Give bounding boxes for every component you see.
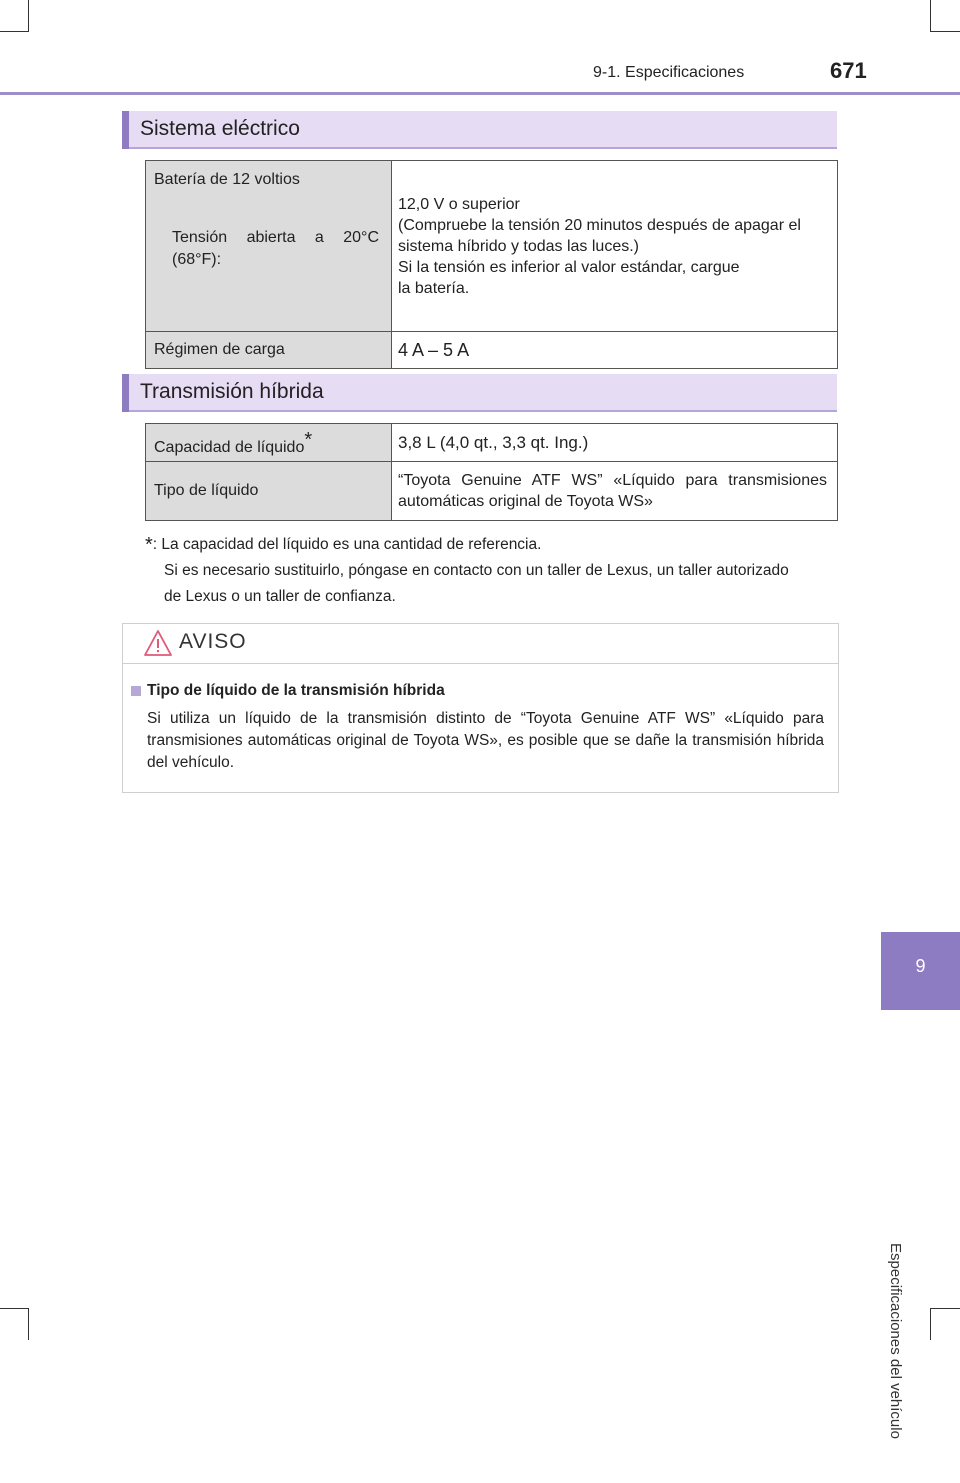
section-band-electrical <box>122 111 837 149</box>
section-band-hybrid <box>122 374 837 412</box>
footnote-marker: * <box>304 428 313 451</box>
hybrid-spec-table <box>145 423 838 521</box>
fluid-value-line: “Toyota Genuine ATF WS” «Líquido para transmisiones <box>398 472 827 489</box>
section-title-electrical: Sistema eléctrico <box>140 117 300 140</box>
crop-mark <box>931 31 960 32</box>
battery-label-cell <box>146 161 392 332</box>
warning-header <box>123 624 838 664</box>
charge-label: Régimen de carga <box>146 332 392 369</box>
table-row <box>146 424 838 462</box>
warning-title: AVISO <box>179 630 247 653</box>
voltage-label-unit: (68°F): <box>172 251 222 268</box>
footnote-line: : La capacidad del líquido es una cantidad de referencia. <box>152 536 542 553</box>
section-band-marker <box>122 374 129 412</box>
crop-mark <box>0 31 28 32</box>
voltage-value-line: Si la tensión es inferior al valor estándar, cargue <box>398 258 740 276</box>
table-row <box>146 462 838 521</box>
capacity-label-cell <box>146 424 392 462</box>
bullet-square-icon <box>131 686 141 696</box>
footnote <box>145 532 789 610</box>
electrical-spec-table <box>145 160 838 369</box>
warning-box <box>122 623 839 793</box>
page-number: 671 <box>830 58 867 83</box>
battery-label: Batería de 12 voltios <box>154 171 300 188</box>
crop-mark <box>931 1308 960 1309</box>
section-heading: 9-1. Especificaciones <box>593 64 745 81</box>
voltage-label: Tensión abierta a 20°C <box>172 229 379 246</box>
table-row <box>146 332 838 369</box>
footnote-line: de Lexus o un taller de confianza. <box>164 588 396 605</box>
chapter-number: 9 <box>915 956 926 976</box>
warning-subtitle: Tipo de líquido de la transmisión híbrida <box>147 682 445 699</box>
footnote-marker: * <box>145 534 153 556</box>
crop-mark <box>930 0 931 32</box>
warning-triangle-icon <box>143 628 173 658</box>
chapter-tab <box>881 932 960 1010</box>
fluid-value-cell <box>392 462 838 521</box>
capacity-label: Capacidad de líquido <box>154 438 305 456</box>
section-title-hybrid: Transmisión híbrida <box>140 380 324 403</box>
fluid-label: Tipo de líquido <box>146 462 392 521</box>
capacity-value: 3,8 L (4,0 qt., 3,3 qt. Ing.) <box>392 424 838 462</box>
header-rule <box>0 92 960 95</box>
footnote-line: Si es necesario sustituirlo, póngase en contacto con un taller de Lexus, un taller autorizado <box>164 562 789 579</box>
voltage-value-line: sistema híbrido y todas las luces.) <box>398 237 639 255</box>
fluid-value-line: automáticas original de Toyota WS» <box>398 493 653 510</box>
voltage-value-line: la batería. <box>398 279 470 297</box>
crop-mark <box>0 1308 28 1309</box>
section-band-marker <box>122 111 129 149</box>
table-row <box>146 161 838 332</box>
voltage-value-line: (Compruebe la tensión 20 minutos después de apagar el <box>398 216 801 234</box>
crop-mark <box>28 1308 29 1340</box>
chapter-label: Especificaciones del vehículo <box>887 1243 904 1439</box>
voltage-value-cell <box>392 161 838 332</box>
charge-value: 4 A – 5 A <box>392 332 838 369</box>
crop-mark <box>930 1308 931 1340</box>
voltage-value-line: 12,0 V o superior <box>398 195 520 213</box>
crop-mark <box>28 0 29 32</box>
warning-text: Si utiliza un líquido de la transmisión distinto de “Toyota Genuine ATF WS” «Líquido para transmisiones automáticas original de Toyota WS», es posible que se dañe la transmisión híbrida del vehículo. <box>147 710 824 771</box>
